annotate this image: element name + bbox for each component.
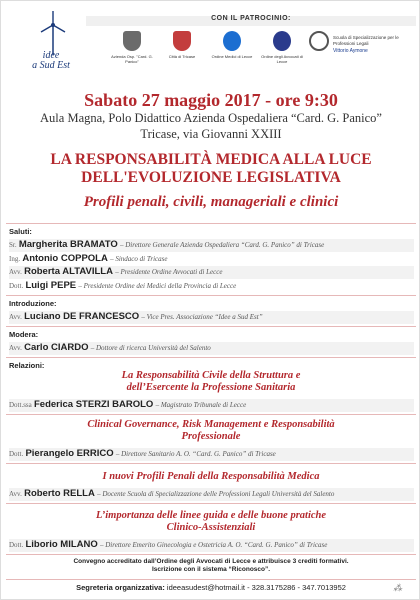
crest-caption: Scuola di Specializzazione per le Professioni Legali	[333, 35, 399, 46]
speaker-role: – Presidente Ordine Avvocati di Lecce	[115, 268, 223, 276]
crest-caption: Città di Tricase	[168, 54, 196, 59]
speaker-name: Federica STERZI BAROLO	[34, 399, 154, 410]
crest-ordine-avvocati	[259, 31, 305, 64]
speaker-title: Avv.	[9, 344, 22, 352]
speaker-title: Avv.	[9, 490, 22, 498]
section-label-saluti: Saluti:	[9, 227, 32, 236]
credits-line2: Iscrizione con il sistema “Riconosco”.	[151, 566, 271, 573]
crest-citta-tricase	[159, 31, 205, 59]
speaker-name: Liborio MILANO	[25, 539, 98, 550]
signature-mark: ⁂	[393, 583, 402, 593]
event-title	[1, 151, 420, 187]
speaker-title: Ing.	[9, 255, 21, 263]
divider	[6, 554, 416, 555]
speaker-title: Avv.	[9, 313, 22, 321]
credits-notice	[1, 558, 420, 574]
crest-caption: Ordine degli Avvocati di Lecce	[261, 54, 303, 64]
divider	[6, 463, 416, 464]
crest-caption: Azienda Osp. "Card. G. Panico"	[111, 54, 153, 64]
seal-icon	[273, 31, 291, 51]
talk-title-line1: Clinical Governance, Risk Management e Responsabilità	[87, 419, 335, 430]
speaker-name: Roberta ALTAVILLA	[24, 266, 113, 277]
speaker-title: Dott.	[9, 282, 24, 290]
speaker-name: Pierangelo ERRICO	[25, 448, 114, 459]
talk-title-line1: La Responsabilità Civile della Struttura e	[121, 370, 301, 381]
speaker-name: Carlo CIARDO	[24, 342, 89, 353]
credits-line1: Convegno accreditato dall’Ordine degli Avvocati di Lecce e attribuisce 3 crediti formativi.	[73, 558, 349, 565]
talk-title-line1: I nuovi Profili Penali della Responsabilità Medica	[102, 471, 320, 482]
speaker-role: – Docente Scuola di Specializzazione delle Professioni Legali Università del Salento	[97, 490, 335, 498]
section-label-relazioni: Relazioni:	[9, 361, 45, 370]
speaker-row	[9, 239, 414, 252]
event-title-line1: LA RESPONSABILITÀ MEDICA ALLA LUCE	[50, 151, 372, 168]
speaker-title: Avv.	[9, 268, 22, 276]
secretariat-label: Segreteria organizzativa:	[76, 583, 165, 592]
crest-caption-sub: Vittorio Aymone	[333, 48, 368, 54]
speaker-row	[9, 266, 414, 279]
crest-caption: Ordine Medici di Lecce	[211, 54, 253, 59]
speaker-title: Sr.	[9, 241, 17, 249]
speaker-name: Luigi PEPE	[25, 280, 77, 291]
talk-title	[1, 419, 420, 443]
speaker-row	[9, 539, 414, 552]
speaker-role: – Sindaco di Tricase	[110, 255, 168, 263]
secretariat-details: ideeasudest@hotmail.it - 328.3175286 - 347.7013952	[164, 583, 346, 592]
talk-title	[1, 471, 420, 483]
talk-title	[1, 510, 420, 534]
speaker-role: – Magistrato Tribunale di Lecce	[155, 401, 247, 409]
shield-icon	[123, 31, 141, 51]
speaker-row	[9, 342, 414, 355]
divider	[6, 579, 416, 580]
speaker-role: – Presidente Ordine dei Medici della Provincia di Lecce	[78, 282, 237, 290]
university-seal-icon	[309, 31, 329, 51]
speaker-row	[9, 311, 414, 324]
divider	[6, 223, 416, 224]
speaker-role: – Direttore Generale Azienda Ospedaliera “Card. G. Panico” di Tricase	[119, 241, 325, 249]
speaker-name: Roberto RELLA	[24, 488, 95, 499]
divider	[6, 414, 416, 415]
shield-icon	[173, 31, 191, 51]
speaker-title: Dott.ssa	[9, 401, 32, 409]
divider	[6, 503, 416, 504]
speaker-name: Margherita BRAMATO	[18, 239, 118, 250]
secretariat-contact	[1, 583, 420, 592]
speaker-title: Dott.	[9, 450, 24, 458]
section-label-modera: Modera:	[9, 330, 39, 339]
event-title-line2: DELL'EVOLUZIONE LEGISLATIVA	[81, 169, 341, 186]
speaker-row	[9, 280, 414, 293]
speaker-row	[9, 253, 414, 266]
cross-emblem-icon	[223, 31, 241, 51]
speaker-role: – Vice Pres. Associazione “Idee a Sud Est”	[141, 313, 263, 321]
patrons-crests	[109, 31, 409, 73]
speaker-row	[9, 399, 414, 412]
talk-title	[1, 370, 420, 394]
speaker-name: Antonio COPPOLA	[22, 253, 108, 264]
talk-title-line1: L’importanza delle linee guida e delle buone pratiche	[95, 510, 327, 521]
speaker-role: – Direttore Emerito Ginecologia e Ostetricia A. O. “Card. G. Panico” di Tricase	[100, 541, 328, 549]
divider	[6, 326, 416, 327]
event-date: Sabato 27 maggio 2017 - ore 9:30	[84, 90, 338, 110]
talk-title-line2: Professionale	[181, 431, 241, 442]
speaker-title: Dott.	[9, 541, 24, 549]
crest-ordine-medici	[209, 31, 255, 59]
speaker-row	[9, 488, 414, 501]
logo-text: idee a Sud Est	[32, 50, 70, 71]
event-address: Tricase, via Giovanni XXIII	[140, 127, 282, 141]
speaker-name: Luciano DE FRANCESCO	[24, 311, 140, 322]
divider	[6, 295, 416, 296]
divider	[6, 357, 416, 358]
event-subtitle: Profili penali, civili, manageriali e clinici	[83, 194, 339, 210]
talk-title-line2: Clinico-Assistenziali	[166, 522, 256, 533]
speaker-role: – Direttore Sanitario A. O. “Card. G. Panico” di Tricase	[115, 450, 276, 458]
talk-title-line2: dell’Esercente la Professione Sanitaria	[126, 382, 296, 393]
speaker-role: – Dottore di ricerca Università del Salento	[90, 344, 211, 352]
speaker-row	[9, 448, 414, 461]
crest-azienda-ospedaliera	[109, 31, 155, 64]
event-venue: Aula Magna, Polo Didattico Azienda Ospedaliera “Card. G. Panico”	[40, 111, 382, 125]
section-label-introduzione: Introduzione:	[9, 299, 57, 308]
patrocinio-label: CON IL PATROCINIO:	[211, 15, 291, 22]
